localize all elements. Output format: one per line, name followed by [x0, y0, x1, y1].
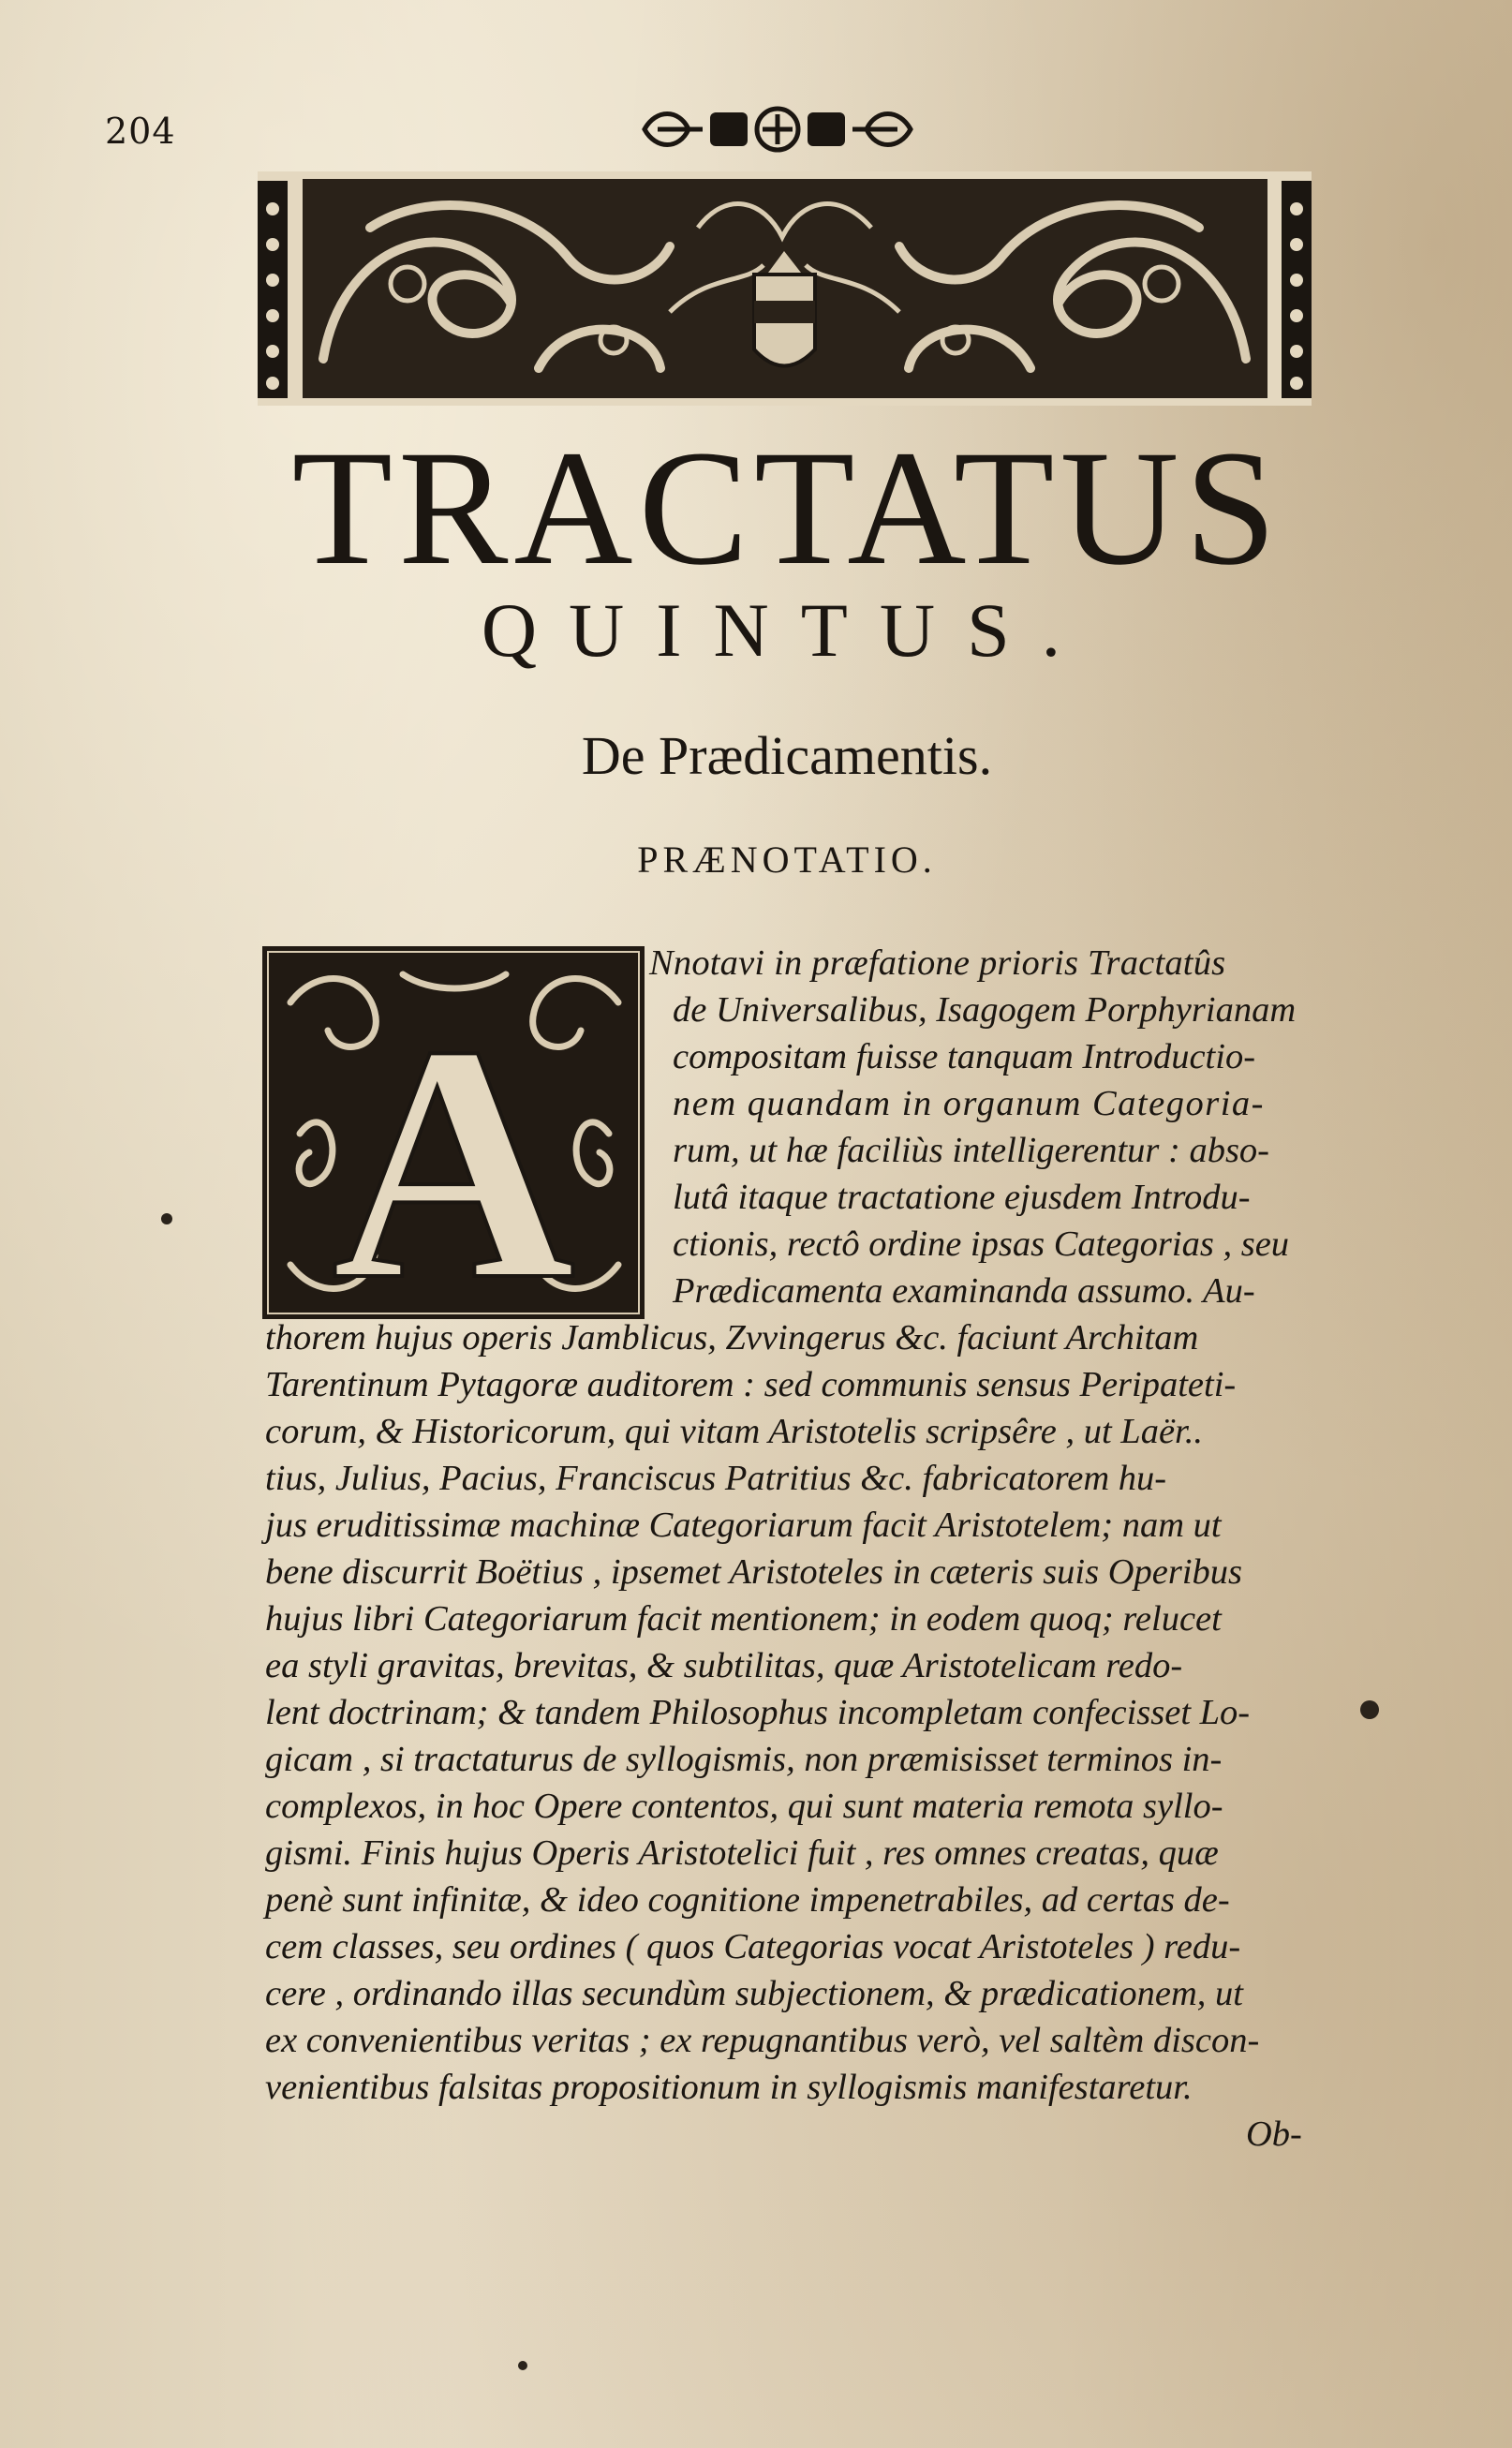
text-line: complexos, in hoc Opere contentos, qui sunt materia remota syllo- — [265, 1787, 1223, 1826]
text-line: cem classes, seu ordines ( quos Categorias vocat Aristoteles ) redu- — [265, 1927, 1241, 1966]
text-line: ctionis, rectô ordine ipsas Categorias , seu — [673, 1224, 1290, 1264]
drop-cap-letter: A — [332, 975, 575, 1319]
ink-spot — [1360, 1700, 1379, 1719]
page-subtitle: QUINTUS. — [481, 587, 1093, 673]
text-line: penè sunt infinitæ, & ideo cognitione impenetrabiles, ad certas de- — [265, 1880, 1230, 1920]
woodcut-headpiece — [258, 171, 1312, 406]
text-line: ea styli gravitas, brevitas, & subtilitas, quæ Aristotelicam redo- — [265, 1646, 1183, 1685]
text-line: thorem hujus operis Jamblicus, Zvvingerus &c. faciunt Architam — [265, 1318, 1199, 1358]
subheading: PRÆNOTATIO. — [637, 838, 937, 881]
ink-spot — [161, 1213, 172, 1224]
catchword: Ob- — [1246, 2114, 1302, 2154]
text-line: gicam , si tractaturus de syllogismis, non præmisisset terminos in- — [265, 1740, 1223, 1779]
text-line: Prædicamenta examinanda assumo. Au- — [673, 1271, 1255, 1311]
text-line: venientibus falsitas propositionum in syllogismis manifestaretur. — [265, 2068, 1193, 2107]
text-line: tius, Julius, Pacius, Franciscus Patritius &c. fabricatorem hu- — [265, 1459, 1167, 1498]
text-line: ex convenientibus veritas ; ex repugnantibus verò, vel saltèm discon- — [265, 2021, 1260, 2060]
decorated-initial — [262, 946, 645, 1319]
text-line: corum, & Historicorum, qui vitam Aristotelis scripsêre , ut Laër.. — [265, 1412, 1203, 1451]
text-line: de Universalibus, Isagogem Porphyrianam — [673, 990, 1297, 1030]
text-line: cere , ordinando illas secundùm subjectionem, & prædicationem, ut — [265, 1974, 1243, 2013]
fleuron-ornament — [637, 101, 918, 157]
text-line: Nnotavi in præfatione prioris Tractatûs — [649, 943, 1226, 983]
text-line: lent doctrinam; & tandem Philosophus incompletam confecisset Lo- — [265, 1693, 1251, 1732]
text-line: rum, ut hæ faciliùs intelligerentur : abso- — [673, 1131, 1269, 1170]
text-line: gismi. Finis hujus Operis Aristotelici fuit , res omnes creatas, quæ — [265, 1833, 1219, 1873]
text-line: lutâ itaque tractatione ejusdem Introdu- — [673, 1178, 1251, 1217]
text-line: hujus libri Categoriarum facit mentionem; in eodem quoq; relucet — [265, 1599, 1222, 1639]
text-line: nem quandam in organum Categoria- — [673, 1084, 1265, 1123]
page-number: 204 — [105, 111, 176, 152]
text-line: Tarentinum Pytagoræ auditorem : sed communis sensus Peripateti- — [265, 1365, 1237, 1404]
ink-spot — [518, 2361, 527, 2370]
text-line: jus eruditissimæ machinæ Categoriarum facit Aristotelem; nam ut — [265, 1506, 1222, 1545]
text-line: compositam fuisse tanquam Introductio- — [673, 1037, 1256, 1076]
text-line: bene discurrit Boëtius , ipsemet Aristoteles in cæteris suis Operibus — [265, 1552, 1242, 1592]
section-title: De Prædicamentis. — [581, 725, 993, 786]
page-title: TRACTATUS — [291, 417, 1282, 600]
